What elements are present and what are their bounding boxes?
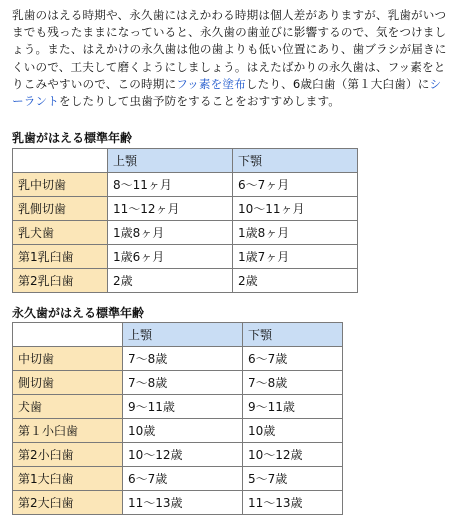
permanent-teeth-table [12,322,343,515]
tooth-name-cell: 乳中切歯 [13,173,108,197]
table-row [13,419,343,443]
table-row [13,395,343,419]
header-upper-jaw: 上顎 [123,323,243,347]
table-header-row [13,149,358,173]
table-row [13,371,343,395]
upper-age-cell: 11〜13歳 [123,491,243,515]
table-row [13,347,343,371]
lower-age-cell: 11〜13歳 [243,491,343,515]
sealant-link[interactable]: シーラント [12,76,442,109]
upper-age-cell: 11〜12ヶ月 [108,197,233,221]
table-row [13,221,358,245]
header-lower-jaw: 下顎 [233,149,358,173]
table-row [13,245,358,269]
upper-age-cell: 10〜12歳 [123,443,243,467]
primary-table-caption: 乳歯がはえる標準年齢 [12,131,133,145]
intro-text-2: したり、6歳臼歯（第１大臼歯）に [245,76,430,91]
upper-age-cell: 6〜7歳 [123,467,243,491]
tooth-name-cell: 乳犬歯 [13,221,108,245]
primary-teeth-table [12,148,358,293]
tooth-name-cell: 第2大臼歯 [13,491,123,515]
fluoride-link[interactable]: フッ素を塗布 [176,76,246,91]
upper-age-cell: 2歳 [108,269,233,293]
header-upper-jaw: 上顎 [108,149,233,173]
upper-age-cell: 1歳8ヶ月 [108,221,233,245]
table-row [13,173,358,197]
header-corner-cell [13,149,108,173]
table-row [13,197,358,221]
tooth-name-cell: 犬歯 [13,395,123,419]
tooth-name-cell: 第1乳臼歯 [13,245,108,269]
lower-age-cell: 6〜7ヶ月 [233,173,358,197]
lower-age-cell: 1歳8ヶ月 [233,221,358,245]
header-lower-jaw: 下顎 [243,323,343,347]
lower-age-cell: 7〜8歳 [243,371,343,395]
lower-age-cell: 9〜11歳 [243,395,343,419]
tooth-name-cell: 中切歯 [13,347,123,371]
lower-age-cell: 10〜11ヶ月 [233,197,358,221]
lower-age-cell: 5〜7歳 [243,467,343,491]
upper-age-cell: 7〜8歳 [123,371,243,395]
table-row [13,467,343,491]
lower-age-cell: 10歳 [243,419,343,443]
table-row [13,443,343,467]
lower-age-cell: 2歳 [233,269,358,293]
tooth-name-cell: 第1大臼歯 [13,467,123,491]
upper-age-cell: 1歳6ヶ月 [108,245,233,269]
table-row [13,491,343,515]
intro-text-3: をしたりして虫歯予防をすることをおすすめします。 [58,94,341,109]
upper-age-cell: 9〜11歳 [123,395,243,419]
tooth-name-cell: 第2乳臼歯 [13,269,108,293]
lower-age-cell: 6〜7歳 [243,347,343,371]
intro-paragraph [12,7,452,110]
upper-age-cell: 7〜8歳 [123,347,243,371]
permanent-table-caption: 永久歯がはえる標準年齢 [12,306,145,320]
tooth-name-cell: 第2小臼歯 [13,443,123,467]
header-corner-cell [13,323,123,347]
table-row [13,269,358,293]
lower-age-cell: 10〜12歳 [243,443,343,467]
upper-age-cell: 8〜11ヶ月 [108,173,233,197]
table-header-row [13,323,343,347]
tooth-name-cell: 側切歯 [13,371,123,395]
upper-age-cell: 10歳 [123,419,243,443]
intro-text-1: 乳歯のはえる時期や、永久歯にはえかわる時期は個人差がありますが、乳歯がいつまでも残ったままになっていると、永久歯の歯並びに影響するので、気をつけましょう。また、はえかけの永久歯は他の歯よりも低い位置にあり、歯ブラシが届きにくいので、工夫して磨くようにしましょう。はえたばかりの永久歯は、フッ素をとりこみやすいので、この時期に [12,8,447,91]
tooth-name-cell: 乳側切歯 [13,197,108,221]
lower-age-cell: 1歳7ヶ月 [233,245,358,269]
tooth-name-cell: 第１小臼歯 [13,419,123,443]
